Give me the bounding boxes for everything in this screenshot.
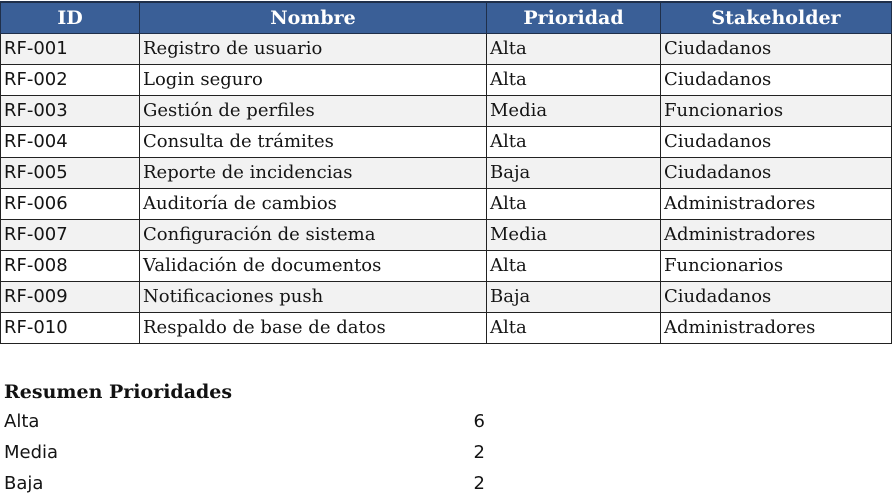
cell-id[interactable]: RF-002 <box>1 64 140 95</box>
cell-stakeholder[interactable]: Ciudadanos <box>661 126 892 157</box>
summary-label[interactable]: Media <box>4 442 59 463</box>
cell-id[interactable]: RF-010 <box>1 312 140 343</box>
cell-prioridad[interactable]: Alta <box>487 312 661 343</box>
cell-stakeholder[interactable]: Ciudadanos <box>661 33 892 64</box>
cell-stakeholder[interactable]: Funcionarios <box>661 250 892 281</box>
cell-nombre[interactable]: Consulta de trámites <box>140 126 487 157</box>
cell-id[interactable]: RF-007 <box>1 219 140 250</box>
cell-stakeholder[interactable]: Administradores <box>661 219 892 250</box>
cell-id[interactable]: RF-001 <box>1 33 140 64</box>
summary-row-baja <box>0 469 892 500</box>
table-row <box>1 126 892 157</box>
cell-id[interactable]: RF-009 <box>1 281 140 312</box>
cell-nombre[interactable]: Auditoría de cambios <box>140 188 487 219</box>
cell-id[interactable]: RF-003 <box>1 95 140 126</box>
column-header-stakeholder[interactable]: Stakeholder <box>661 2 892 33</box>
column-header-prioridad[interactable]: Prioridad <box>487 2 661 33</box>
cell-id[interactable]: RF-004 <box>1 126 140 157</box>
table-row <box>1 250 892 281</box>
cell-prioridad[interactable]: Baja <box>487 157 661 188</box>
cell-prioridad[interactable]: Baja <box>487 281 661 312</box>
table-row <box>1 64 892 95</box>
cell-stakeholder[interactable]: Administradores <box>661 312 892 343</box>
cell-id[interactable]: RF-008 <box>1 250 140 281</box>
cell-nombre[interactable]: Gestión de perfiles <box>140 95 487 126</box>
cell-nombre[interactable]: Login seguro <box>140 64 487 95</box>
summary-label[interactable]: Alta <box>4 411 40 432</box>
table-row <box>1 312 892 343</box>
cell-nombre[interactable]: Notificaciones push <box>140 281 487 312</box>
summary-row-media <box>0 438 892 469</box>
cell-prioridad[interactable]: Alta <box>487 188 661 219</box>
summary-title[interactable]: Resumen Prioridades <box>4 381 233 403</box>
requirements-table <box>0 1 892 344</box>
cell-stakeholder[interactable]: Ciudadanos <box>661 64 892 95</box>
column-header-nombre[interactable]: Nombre <box>140 2 487 33</box>
summary-value[interactable]: 2 <box>473 442 485 463</box>
cell-nombre[interactable]: Reporte de incidencias <box>140 157 487 188</box>
summary-row-alta <box>0 407 892 438</box>
cell-stakeholder[interactable]: Ciudadanos <box>661 281 892 312</box>
cell-prioridad[interactable]: Alta <box>487 64 661 95</box>
column-header-id[interactable]: ID <box>1 2 140 33</box>
cell-prioridad[interactable]: Media <box>487 219 661 250</box>
cell-stakeholder[interactable]: Funcionarios <box>661 95 892 126</box>
table-row <box>1 95 892 126</box>
summary-value[interactable]: 6 <box>473 411 485 432</box>
cell-id[interactable]: RF-006 <box>1 188 140 219</box>
table-row <box>1 33 892 64</box>
cell-nombre[interactable]: Registro de usuario <box>140 33 487 64</box>
cell-stakeholder[interactable]: Ciudadanos <box>661 157 892 188</box>
cell-prioridad[interactable]: Alta <box>487 126 661 157</box>
cell-prioridad[interactable]: Media <box>487 95 661 126</box>
cell-prioridad[interactable]: Alta <box>487 33 661 64</box>
table-row <box>1 281 892 312</box>
cell-prioridad[interactable]: Alta <box>487 250 661 281</box>
summary-value[interactable]: 2 <box>473 473 485 494</box>
summary-label[interactable]: Baja <box>4 473 44 494</box>
cell-stakeholder[interactable]: Administradores <box>661 188 892 219</box>
cell-nombre[interactable]: Respaldo de base de datos <box>140 312 487 343</box>
table-row <box>1 188 892 219</box>
cell-nombre[interactable]: Configuración de sistema <box>140 219 487 250</box>
table-row <box>1 219 892 250</box>
table-row <box>1 157 892 188</box>
cell-nombre[interactable]: Validación de documentos <box>140 250 487 281</box>
cell-id[interactable]: RF-005 <box>1 157 140 188</box>
header-row <box>1 2 892 33</box>
